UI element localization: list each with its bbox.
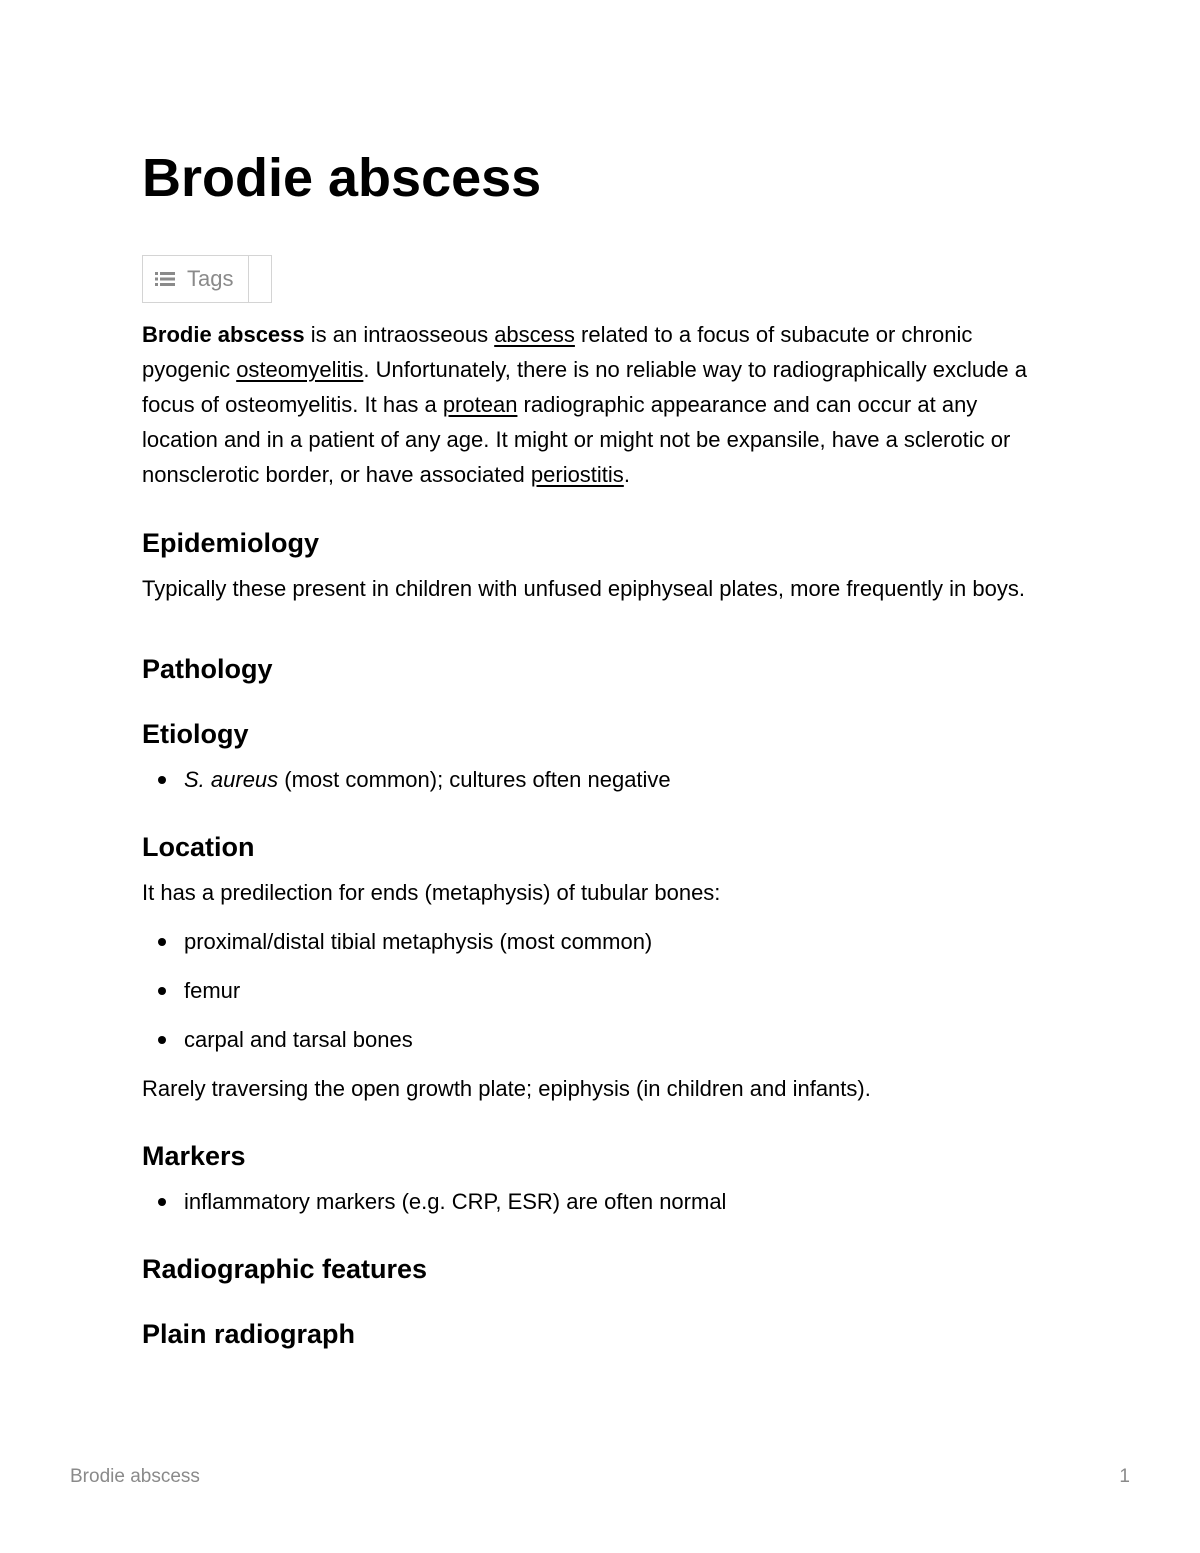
list-item: femur [142,973,1042,1008]
etiology-item-text: (most common); cultures often negative [278,767,671,792]
epidemiology-text: Typically these present in children with unfused epiphyseal plates, more frequently in boys. [142,576,1025,601]
list-icon [155,271,175,287]
link-abscess[interactable]: abscess [494,322,575,347]
intro-text-2: related to a focus of subacute or chronic pyogenic [142,322,973,382]
location-lead: It has a predilection for ends (metaphysis) of tubular bones: [142,880,721,905]
location-list [142,924,1042,1057]
heading-location: Location [142,832,255,862]
heading-markers: Markers [142,1141,246,1171]
intro-paragraph [142,317,1042,492]
etiology-organism: S. aureus [184,767,279,792]
markers-list [142,1184,1042,1219]
list-item: inflammatory markers (e.g. CRP, ESR) are often normal [142,1184,1042,1219]
tags-cell[interactable] [143,256,249,302]
heading-epidemiology: Epidemiology [142,528,320,558]
heading-radiographic-features: Radiographic features [142,1254,428,1284]
location-after: Rarely traversing the open growth plate; epiphysis (in children and infants). [142,1076,871,1101]
heading-plain-radiograph: Plain radiograph [142,1319,356,1349]
list-item: proximal/distal tibial metaphysis (most common) [142,924,1042,959]
intro-text-5: . [623,462,630,487]
heading-etiology: Etiology [142,719,249,749]
footer-page-number: 1 [1119,1466,1130,1487]
link-periostitis[interactable]: periostitis [530,462,624,487]
page-title: Brodie abscess [142,148,542,208]
intro-text-1: is an intraosseous [304,322,495,347]
heading-pathology: Pathology [142,654,273,684]
list-item [142,762,1042,797]
link-protean[interactable]: protean [442,392,518,417]
etiology-list [142,762,1042,797]
tags-label: Tags [187,266,234,291]
intro-text-3: . Unfortunately, there is no reliable way to radiographically exclude a focus of osteomyelitis. It has a [142,357,1027,417]
intro-text-4: radiographic appearance and can occur at any location and in a patient of any age. It might or might not be expansile, have a sclerotic or nonsclerotic border, or have associated [142,392,1011,487]
tags-property[interactable] [142,255,272,303]
footer-document-name: Brodie abscess [70,1466,200,1487]
document-body [142,317,1042,1354]
link-osteomyelitis[interactable]: osteomyelitis [236,357,364,382]
list-item: carpal and tarsal bones [142,1022,1042,1057]
intro-bold-term: Brodie abscess [142,322,305,347]
